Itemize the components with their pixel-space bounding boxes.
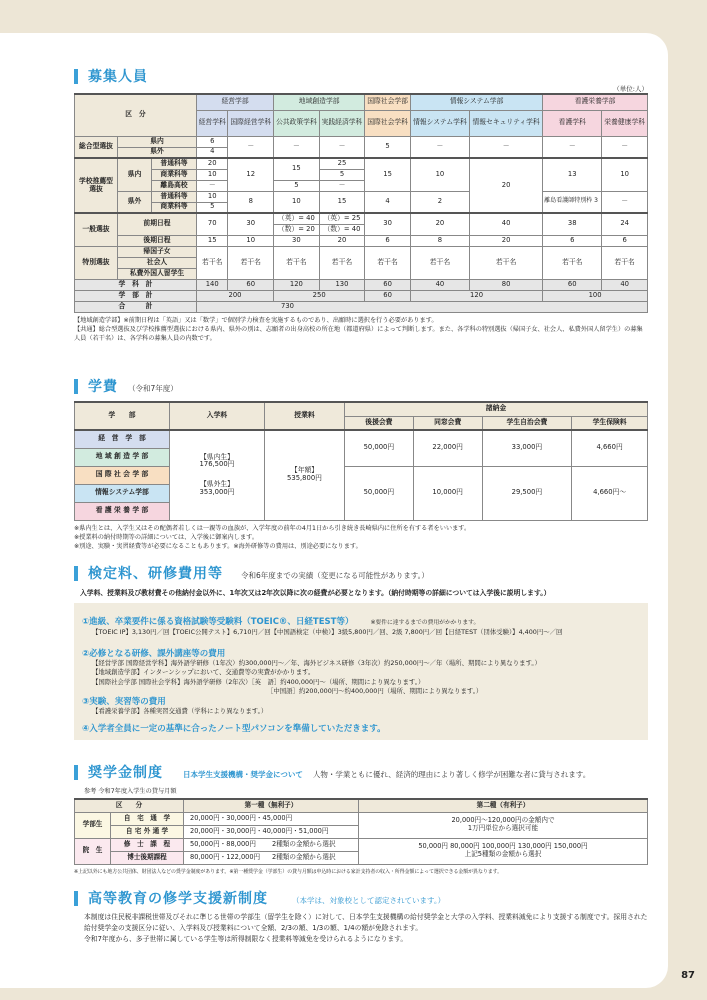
cell: 100 [543,290,648,301]
cell: 200 [197,290,274,301]
cell: 4,660円～ [572,466,648,520]
scholarship-ref: 参考 令和7年度入学生の貸与月額 [84,788,177,795]
cell: － [602,136,648,158]
cell: 24 [602,213,648,235]
cell: 若干名 [228,246,274,279]
row-label: 県外 [118,147,197,158]
cell: 12 [228,158,274,191]
cell: 70 [197,213,228,235]
cell: － [410,136,469,158]
kennai-fee: 176,500円 [199,460,235,469]
row-label: 合 計 [75,301,197,312]
heading-bar [74,566,78,581]
cell: 若干名 [197,246,228,279]
cell: 30 [274,235,320,246]
cell: 6 [602,235,648,246]
kengai-fee: 353,000円 [199,488,235,497]
heading-bar [74,765,78,780]
cell: 20 [469,235,542,246]
cell: 140 [197,279,228,290]
row-label: 県内 [118,158,152,191]
cell: － [274,136,320,158]
recruit-title: 募集人員 [88,69,148,85]
dept-header: 経営学科 [197,110,228,136]
kennai-label: 【県内生】 [200,452,234,461]
dept-header: 国際社会学科 [365,110,411,136]
cell: 20 [410,213,469,235]
cell: 6 [365,235,411,246]
scholarship-title: 奨学金制度 [88,765,163,781]
cell: 10 [197,169,228,180]
cell: 15 [274,158,320,180]
sch-text: 50,000円・88,000円 [190,839,256,848]
cell: 15 [319,191,365,213]
exam-line: ［中国語］約200,000円～約400,000円（場所、期間により異なります。） [267,687,483,696]
cell [184,851,359,864]
cell: 25 [319,158,365,169]
cell: 80 [469,279,542,290]
cell: 50,000円 [345,466,414,520]
cell: 若干名 [274,246,320,279]
scholarship-subtitle: 日本学生支援機構・奨学金について [183,770,303,779]
exam-section [74,563,648,740]
cell: 20,000円・30,000円・45,000円 [184,812,359,825]
cell: 33,000円 [482,430,572,466]
sch-header: 第一種（無利子） [184,799,359,812]
exam-box [74,603,648,740]
fees-note: ※授業料の納付時期等の詳細については、入学後に御案内します。 [74,533,259,541]
cell: 10,000円 [413,466,482,520]
cell: 60 [228,279,274,290]
cell: 20 [469,158,542,213]
dept-header: 実践経済学科 [319,110,365,136]
cell: 20 [197,158,228,169]
cell: 5 [197,202,228,213]
cell: 若干名 [319,246,365,279]
cell: 10 [228,235,274,246]
cell: 2 [410,191,469,213]
faculty-header: 情報システム学部 [410,94,542,110]
fees-header: 学生自治会費 [482,416,572,430]
fees-entrance [170,430,265,520]
unit-label: （単位:人） [613,85,648,93]
heading-bar [74,891,78,906]
heading-bar [74,379,78,394]
cell [359,812,648,838]
cell: 離島看護師特別枠 3 [543,191,602,213]
exam-subtitle: 令和6年度までの実績（変更になる可能性があります。） [241,571,429,580]
cell: （英）= 40 [274,213,320,224]
cell: 30 [365,213,411,235]
scholarship-table [74,798,648,865]
sch-text: 1万円単位から選択可能 [467,824,539,832]
exam-item-2: ②必修となる研修、課外講座等の費用 [82,648,226,659]
cell: 22,000円 [413,430,482,466]
faculty-header: 経営学部 [197,94,274,110]
row-label: 前期日程 [118,213,197,235]
fees-header: 入学料 [170,402,265,430]
cell: 29,500円 [482,466,572,520]
cell: 40 [469,213,542,235]
row-label: 商業科等 [152,169,197,180]
dept-header: 看護学科 [543,110,602,136]
row-label: 私費外国人留学生 [118,268,197,279]
cell: 4 [197,147,228,158]
cell: 20,000円・30,000円・40,000円・51,000円 [184,825,359,838]
cell: 10 [274,191,320,213]
row-label: 特別選抜 [75,246,118,279]
row-label: 県外 [118,191,152,213]
cell: （英）= 25 [319,213,365,224]
scholarship-note: ※上記以外にも地方公共団体、財団法人などの奨学金制度があります。※第一種奨学金（学部生）の貸与月額は申込時における家計支持者の収入・所得金額によって選択できる金額が異なります。 [74,868,503,875]
dept-header: 栄養健康学科 [602,110,648,136]
sch-row-label: 修 士 課 程 [111,838,184,851]
sch-text: 20,000円～120,000円の金額内で [451,816,555,825]
support-title: 高等教育の修学支援新制度 [88,891,268,907]
support-body [84,912,648,946]
cell: （数）= 40 [319,224,365,235]
row-label: 普通科等 [152,158,197,169]
fees-tuition [265,430,345,520]
row-label: 帰国子女 [118,246,197,257]
sch-text: 50,000円 80,000円 100,000円 130,000円 150,000円 [418,842,588,851]
dept-header: 情報セキュリティ学科 [469,110,542,136]
cell: 6 [197,136,228,147]
fees-faculty: 地 域 創 造 学 部 [75,448,170,466]
cell: 30 [228,213,274,235]
cell: 6 [543,235,602,246]
cell: 60 [365,290,411,301]
row-label: 学校推薦型選抜 [75,158,118,213]
fees-header: 学生保険料 [572,416,648,430]
cell: － [197,180,228,191]
cell [359,838,648,864]
cell: 10 [197,191,228,202]
kubun-header: 区 分 [75,94,197,136]
nengaku-label: 【年額】 [290,466,319,475]
cell: 10 [602,158,648,191]
cell: 50,000円 [345,430,414,466]
cell: － [543,136,602,158]
sch-header: 区 分 [75,799,184,812]
faculty-header: 地域創造学部 [274,94,365,110]
cell: 5 [274,180,320,191]
cell: 40 [602,279,648,290]
dept-header: 情報システム学科 [410,110,469,136]
cell: 若干名 [602,246,648,279]
cell: 若干名 [365,246,411,279]
cell: 若干名 [469,246,542,279]
cell: 13 [543,158,602,191]
cell: 5 [365,136,411,158]
nengaku-fee: 535,800円 [287,474,322,483]
cell: 4,660円 [572,430,648,466]
fees-header: 後援会費 [345,416,414,430]
sch-row-label: 自 宅 外 通 学 [111,825,184,838]
fees-header: 諸納金 [345,402,648,416]
cell: （数）= 20 [274,224,320,235]
support-paragraph: 本制度は住民税非課税世帯及びそれに準じる世帯の学部生（留学生を除く）に対して、日本学生支援機構の給付奨学金と大学の入学料、授業料減免により支援する制度です。採用された給付奨学金の支援区分に従い、入学料及び授業料について全額、2/3の額、1/3の額、1/4の額が免除されます。 [84,913,648,933]
cell: 8 [228,191,274,213]
support-paragraph: 令和7年度から、多子世帯に属している学生等は所得制限なく授業料等減免を受けられるようになります。 [84,935,408,944]
exam-title: 検定料、研修費用等 [88,566,223,582]
cell: － [319,136,365,158]
recruit-note: 【共通】総合型選抜及び学校推薦型選抜における県内、県外の別は、志願者の出身高校の所在地（都道府県）によって判断します。また、各学科の特別選抜（帰国子女、社会人、私費外国人留学生）の募集人員（若干名）は、各学科の募集人員の内数です。 [74,325,643,343]
fees-faculty: 経 営 学 部 [75,430,170,448]
fees-note: ※県内生とは、入学生又はその配偶者若しくは一親等の血族が、入学年度の前年の4月1日から引き続き長崎県内に住所を有する者をいいます。 [74,524,471,532]
row-label: 総合型選抜 [75,136,118,158]
cell: 120 [274,279,320,290]
fees-section [74,376,648,551]
row-label: 商業科等 [152,202,197,213]
fees-note: ※別途、実験・実習経費等が必要になることもあります。※海外研修等の費用は、別途必要になります。 [74,543,362,551]
sch-text: 上記5種類の金額から選択 [464,850,542,858]
faculty-header: 国際社会学部 [365,94,411,110]
fees-header: 同窓会費 [413,416,482,430]
cell: － [319,180,365,191]
fees-faculty: 看 護 栄 養 学 部 [75,502,170,520]
row-label: 学 部 計 [75,290,197,301]
exam-item-1-note: ※要件に達するまでの費用がかかります。 [370,620,480,626]
cell: 5 [319,169,365,180]
exam-intro: 入学料、授業料及び教材費その他納付金以外に、1年次又は2年次以降に次の経費が必要となります。（納付時期等の詳細については入学後に説明します。） [80,589,551,597]
support-subtitle: （本学は、対象校として認定されています。） [292,896,446,905]
cell: 15 [365,158,411,191]
cell: 38 [543,213,602,235]
kengai-label: 【県外生】 [200,480,234,489]
exam-item-3: ③実験、実習等の費用 [82,697,166,708]
cell: － [469,136,542,158]
scholarship-section [74,762,648,875]
fees-title: 学費 [88,379,118,395]
cell [184,838,359,851]
heading-bar [74,69,78,84]
sch-row-label: 院 生 [75,838,111,864]
sch-header: 第二種（有利子） [359,799,648,812]
cell: 130 [319,279,365,290]
dept-header: 公共政策学科 [274,110,320,136]
cell: 20 [319,235,365,246]
recruit-table [74,93,648,313]
row-label: 普通科等 [152,191,197,202]
scholarship-desc: 人物・学業ともに優れ、経済的理由により著しく修学が困難な者に貸与されます。 [312,770,591,779]
exam-item-4: ④入学者全員に一定の基準に合ったノート型パソコンを準備していただきます。 [82,723,386,734]
fees-faculty: 情報システム学部 [75,484,170,502]
cell: － [602,191,648,213]
row-label: 県内 [118,136,197,147]
exam-line: 【国際社会学部 国際社会学科】海外語学研修（2年次）［英 語］約400,000円～（場所、期間により異なります。） [92,677,425,686]
recruit-note: 【地域創造学部】※前期日程は「英語」又は「数学」で個別学力検査を実施するものであり、出願時に選択を行う必要があります。 [74,316,438,324]
cell: － [228,136,274,158]
fees-faculty: 国 際 社 会 学 部 [75,466,170,484]
row-label: 離島高校 [152,180,197,191]
recruit-section [74,66,648,343]
row-label: 社会人 [118,257,197,268]
cell: 730 [197,301,648,312]
sch-text: 2種類の金額から選択 [272,839,336,848]
exam-line: 【TOEIC IP】3,130円／回【TOEIC公開テスト】6,710円／回【中国語検定（中検）】3級5,800円／回、2級 7,800円／回【日経TEST（団体受験）】4,400円～／回 [92,628,563,636]
support-section [74,888,648,946]
sch-row-label: 自 宅 通 学 [111,812,184,825]
cell: 4 [365,191,411,213]
sch-row-label: 博士後期課程 [111,851,184,864]
cell: 8 [410,235,469,246]
row-label: 一般選抜 [75,213,118,246]
dept-header: 国際経営学科 [228,110,274,136]
cell: 若干名 [543,246,602,279]
cell: 10 [410,158,469,191]
exam-item-1: ①進級、卒業要件に係る資格試験等受験料（TOEIC®、日経TEST等） [82,617,354,627]
fees-header: 学 部 [75,402,170,430]
cell: 15 [197,235,228,246]
sch-text: 80,000円・122,000円 [190,852,261,861]
row-label: 学 科 計 [75,279,197,290]
exam-line: 【看護栄養学部】各種実習交通費（学科により異なります。） [92,707,268,716]
exam-line: 【地域創造学部】インターンシップにおいて、交通費等の実費がかかります。 [92,668,315,677]
sch-row-label: 学部生 [75,812,111,838]
faculty-header: 看護栄養学部 [543,94,648,110]
cell: 若干名 [410,246,469,279]
fees-header: 授業料 [265,402,345,430]
cell: 250 [274,290,365,301]
exam-line: 【経営学部 国際経営学科】海外語学研修（1年次）約300,000円～／年、海外ビジネス研修（3年次）約250,000円～／年（場所、期間により異なります。） [92,658,541,667]
cell: 60 [365,279,411,290]
sch-text: 2種類の金額から選択 [272,852,336,861]
cell: 120 [410,290,542,301]
cell: 60 [543,279,602,290]
page-number: 87 [681,970,695,981]
row-label: 後期日程 [118,235,197,246]
cell: 40 [410,279,469,290]
fees-subtitle: （令和7年度） [128,384,178,393]
fees-table [74,401,648,521]
